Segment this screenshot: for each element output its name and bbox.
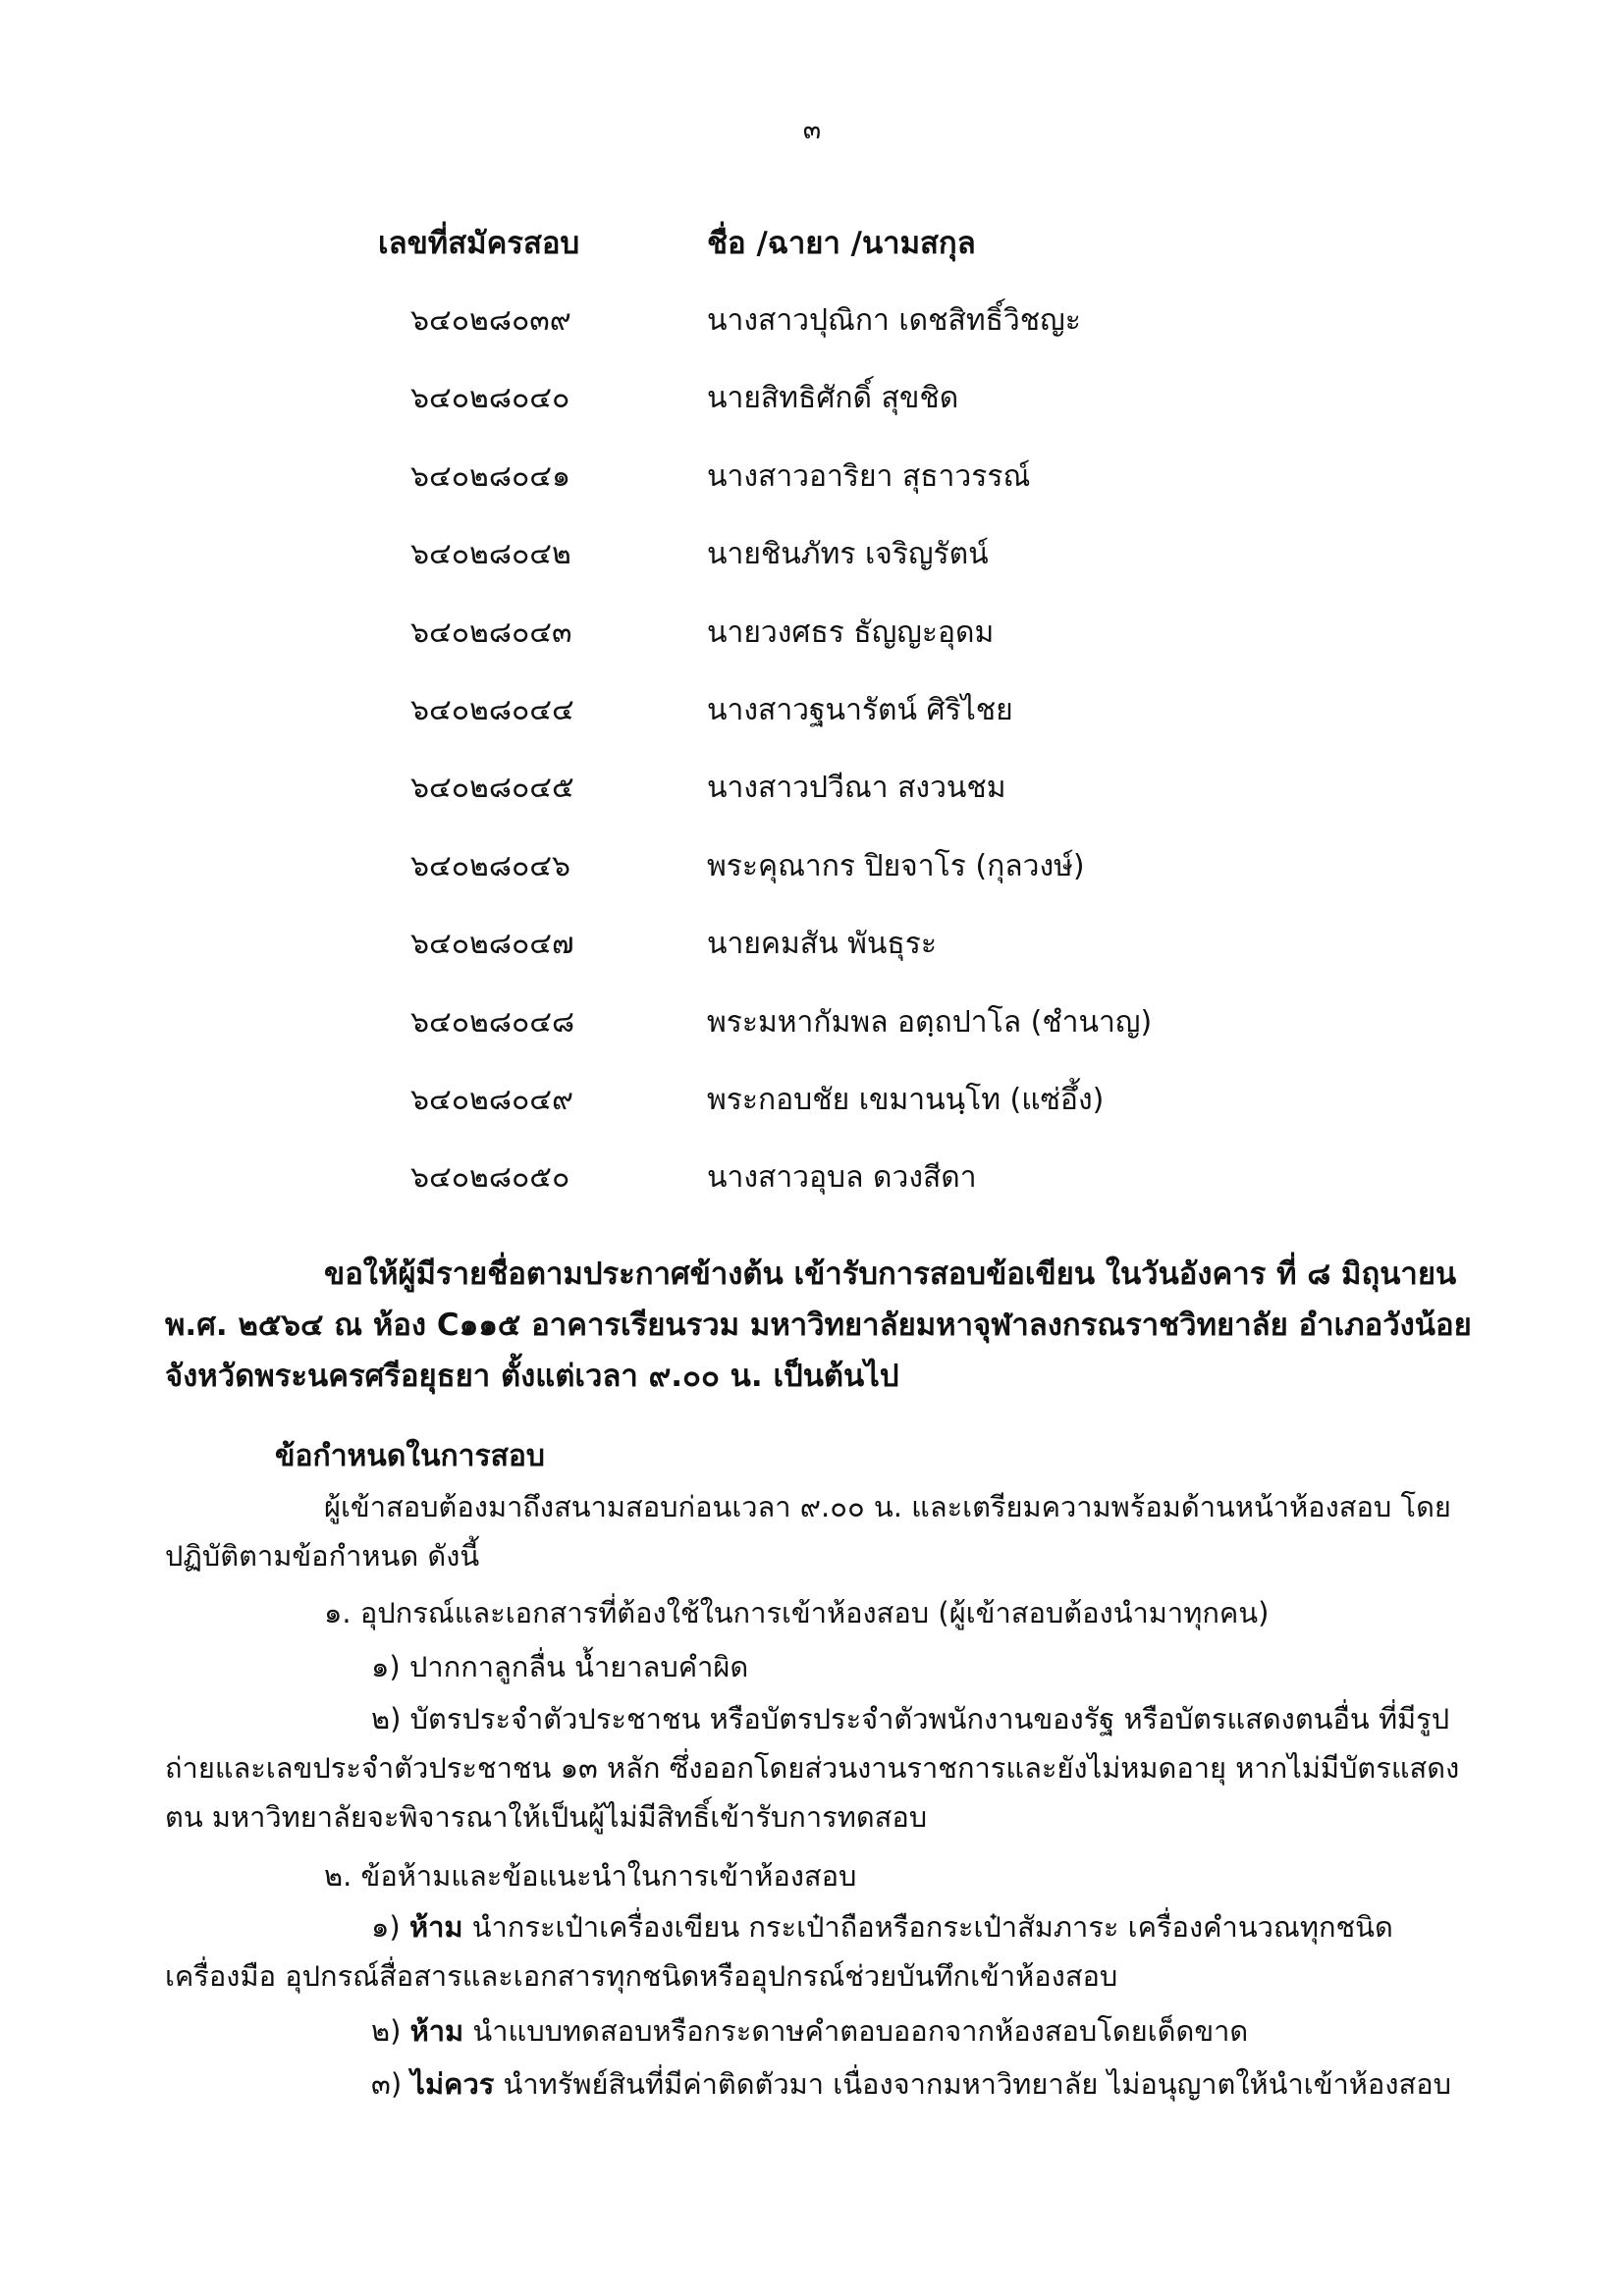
- applicant-name: นางสาวอุบล ดวงสีดา: [707, 1160, 977, 1196]
- item-number: ๑): [371, 1910, 401, 1944]
- applicant-name: นางสาวอาริยา สุธาวรรณ์: [707, 458, 1031, 494]
- keyword-prohibited: ห้าม: [408, 1910, 463, 1944]
- applicant-name: พระกอบชัย เขมานนฺโท (แซ่อึ้ง): [707, 1082, 1105, 1117]
- applicant-name: นายชินภัทร เจริญรัตน์: [707, 537, 989, 572]
- applicant-id: ๖๔๐๒๘๐๔๘: [410, 1004, 575, 1040]
- applicant-id: ๖๔๐๒๘๐๔๑: [410, 458, 571, 494]
- table-row: [0, 297, 1624, 375]
- table-row: [0, 454, 1624, 531]
- table-row: [0, 921, 1624, 998]
- item-number: ๒): [371, 2014, 402, 2048]
- header-name: ชื่อ /ฉายา /นามสกุล: [707, 226, 976, 261]
- applicant-name: นายคมสัน พันธุระ: [707, 927, 937, 962]
- table-row: [0, 843, 1624, 921]
- header-applicant-id: เลขที่สมัครสอบ: [378, 226, 580, 261]
- applicant-name: นางสาวปุณิกา เดชสิทธิ์วิชญะ: [707, 303, 1081, 338]
- applicant-id: ๖๔๐๒๘๐๔๖: [410, 848, 571, 883]
- applicant-id: ๖๔๐๒๘๐๔๒: [410, 537, 571, 572]
- applicant-id: ๖๔๐๒๘๐๔๓: [410, 614, 572, 650]
- item-number: ๓): [371, 2067, 403, 2101]
- applicant-name: นายวงศธร ธัญญะอุดม: [707, 614, 995, 650]
- item-text: นำแบบทดสอบหรือกระดาษคำตอบออกจากห้องสอบโดยเด็ดขาด: [472, 2014, 1249, 2048]
- item-text: นำทรัพย์สินที่มีค่าติดตัวมา เนื่องจากมหาวิทยาลัย ไม่อนุญาตให้นำเข้าห้องสอบ: [503, 2067, 1452, 2101]
- applicant-id: ๖๔๐๒๘๐๔๔: [410, 692, 574, 727]
- section-1-title: ๑. อุปกรณ์และเอกสารที่ต้องใช้ในการเข้าห้องสอบ (ผู้เข้าสอบต้องนำมาทุกคน): [324, 1596, 1270, 1629]
- keyword-not-recommended: ไม่ควร: [410, 2067, 495, 2101]
- applicant-name: พระคุณากร ปิยจาโร (กุลวงษ์): [707, 848, 1085, 883]
- applicant-name: นางสาวฐนารัตน์ ศิริไชย: [707, 692, 1013, 727]
- applicant-name: พระมหากัมพล อตฺถปาโล (ชำนาญ): [707, 1004, 1153, 1040]
- section-2-item-2: [371, 2008, 1248, 2054]
- applicant-id: ๖๔๐๒๘๐๔๐: [410, 381, 570, 416]
- exam-announcement: ขอให้ผู้มีรายชื่อตามประกาศข้างต้น เข้ารับการสอบข้อเขียน ในวันอังคาร ที่ ๘ มิถุนายน พ.ศ. ๒๕๖๔ ณ ห้อง C๑๑๕ อาคารเรียนรวม มหาวิทยาลัยมหาจุฬาลงกรณราชวิทยาลัย อำเภอวังน้อย จังหวัดพระนครศรีอยุธยา ตั้งแต่เวลา ๙.๐๐ น. เป็นต้นไป: [165, 1256, 1472, 1394]
- section-2-item-3: [371, 2061, 1451, 2107]
- section-1-item-1: ๑) ปากกาลูกลื่น น้ำยาลบคำผิด: [371, 1650, 749, 1683]
- applicant-id: ๖๔๐๒๘๐๓๙: [410, 303, 571, 338]
- table-row: [0, 531, 1624, 609]
- applicant-id: ๖๔๐๒๘๐๔๙: [410, 1082, 573, 1117]
- keyword-prohibited: ห้าม: [409, 2014, 464, 2048]
- section-1-item-2: ๒) บัตรประจำตัวประชาชน หรือบัตรประจำตัวพนักงานของรัฐ หรือบัตรแสดงตนอื่น ที่มีรูปถ่ายและเลขประจำตัวประชาชน ๑๓ หลัก ซึ่งออกโดยส่วนงานราชการและยังไม่หมดอายุ หากไม่มีบัตรแสดงตน มหาวิทยาลัยจะพิจารณาให้เป็นผู้ไม่มีสิทธิ์เข้ารับการทดสอบ: [165, 1702, 1460, 1834]
- applicant-id: ๖๔๐๒๘๐๔๕: [410, 771, 574, 806]
- table-row: [0, 999, 1624, 1077]
- table-header: [0, 218, 1624, 261]
- applicant-name: นางสาวปวีณา สงวนชม: [707, 771, 1006, 806]
- applicant-list: [0, 297, 1624, 1233]
- table-row: [0, 765, 1624, 842]
- applicant-id: ๖๔๐๒๘๐๕๐: [410, 1160, 570, 1196]
- applicant-id: ๖๔๐๒๘๐๔๗: [410, 927, 574, 962]
- table-row: [0, 687, 1624, 765]
- page-number: ๓: [802, 115, 822, 145]
- rules-intro: ผู้เข้าสอบต้องมาถึงสนามสอบก่อนเวลา ๙.๐๐ น. และเตรียมความพร้อมด้านหน้าห้องสอบ โดยปฏิบัติตามข้อกำหนด ดังนี้: [165, 1490, 1451, 1573]
- table-row: [0, 1154, 1624, 1232]
- table-row: [0, 1077, 1624, 1154]
- rules-heading: ข้อกำหนดในการสอบ: [275, 1439, 545, 1473]
- section-2-item-1: [165, 1902, 1477, 2001]
- table-row: [0, 375, 1624, 453]
- item-text: นำกระเป๋าเครื่องเขียน กระเป๋าถือหรือกระเป๋าสัมภาระ เครื่องคำนวณทุกชนิด เครื่องมือ อุปกรณ์สื่อสารและเอกสารทุกชนิดหรืออุปกรณ์ช่วยบันทึกเข้าห้องสอบ: [165, 1910, 1393, 1993]
- applicant-name: นายสิทธิศักดิ์ สุขชิด: [707, 381, 959, 416]
- section-2-title: ๒. ข้อห้ามและข้อแนะนำในการเข้าห้องสอบ: [324, 1859, 857, 1893]
- table-row: [0, 610, 1624, 687]
